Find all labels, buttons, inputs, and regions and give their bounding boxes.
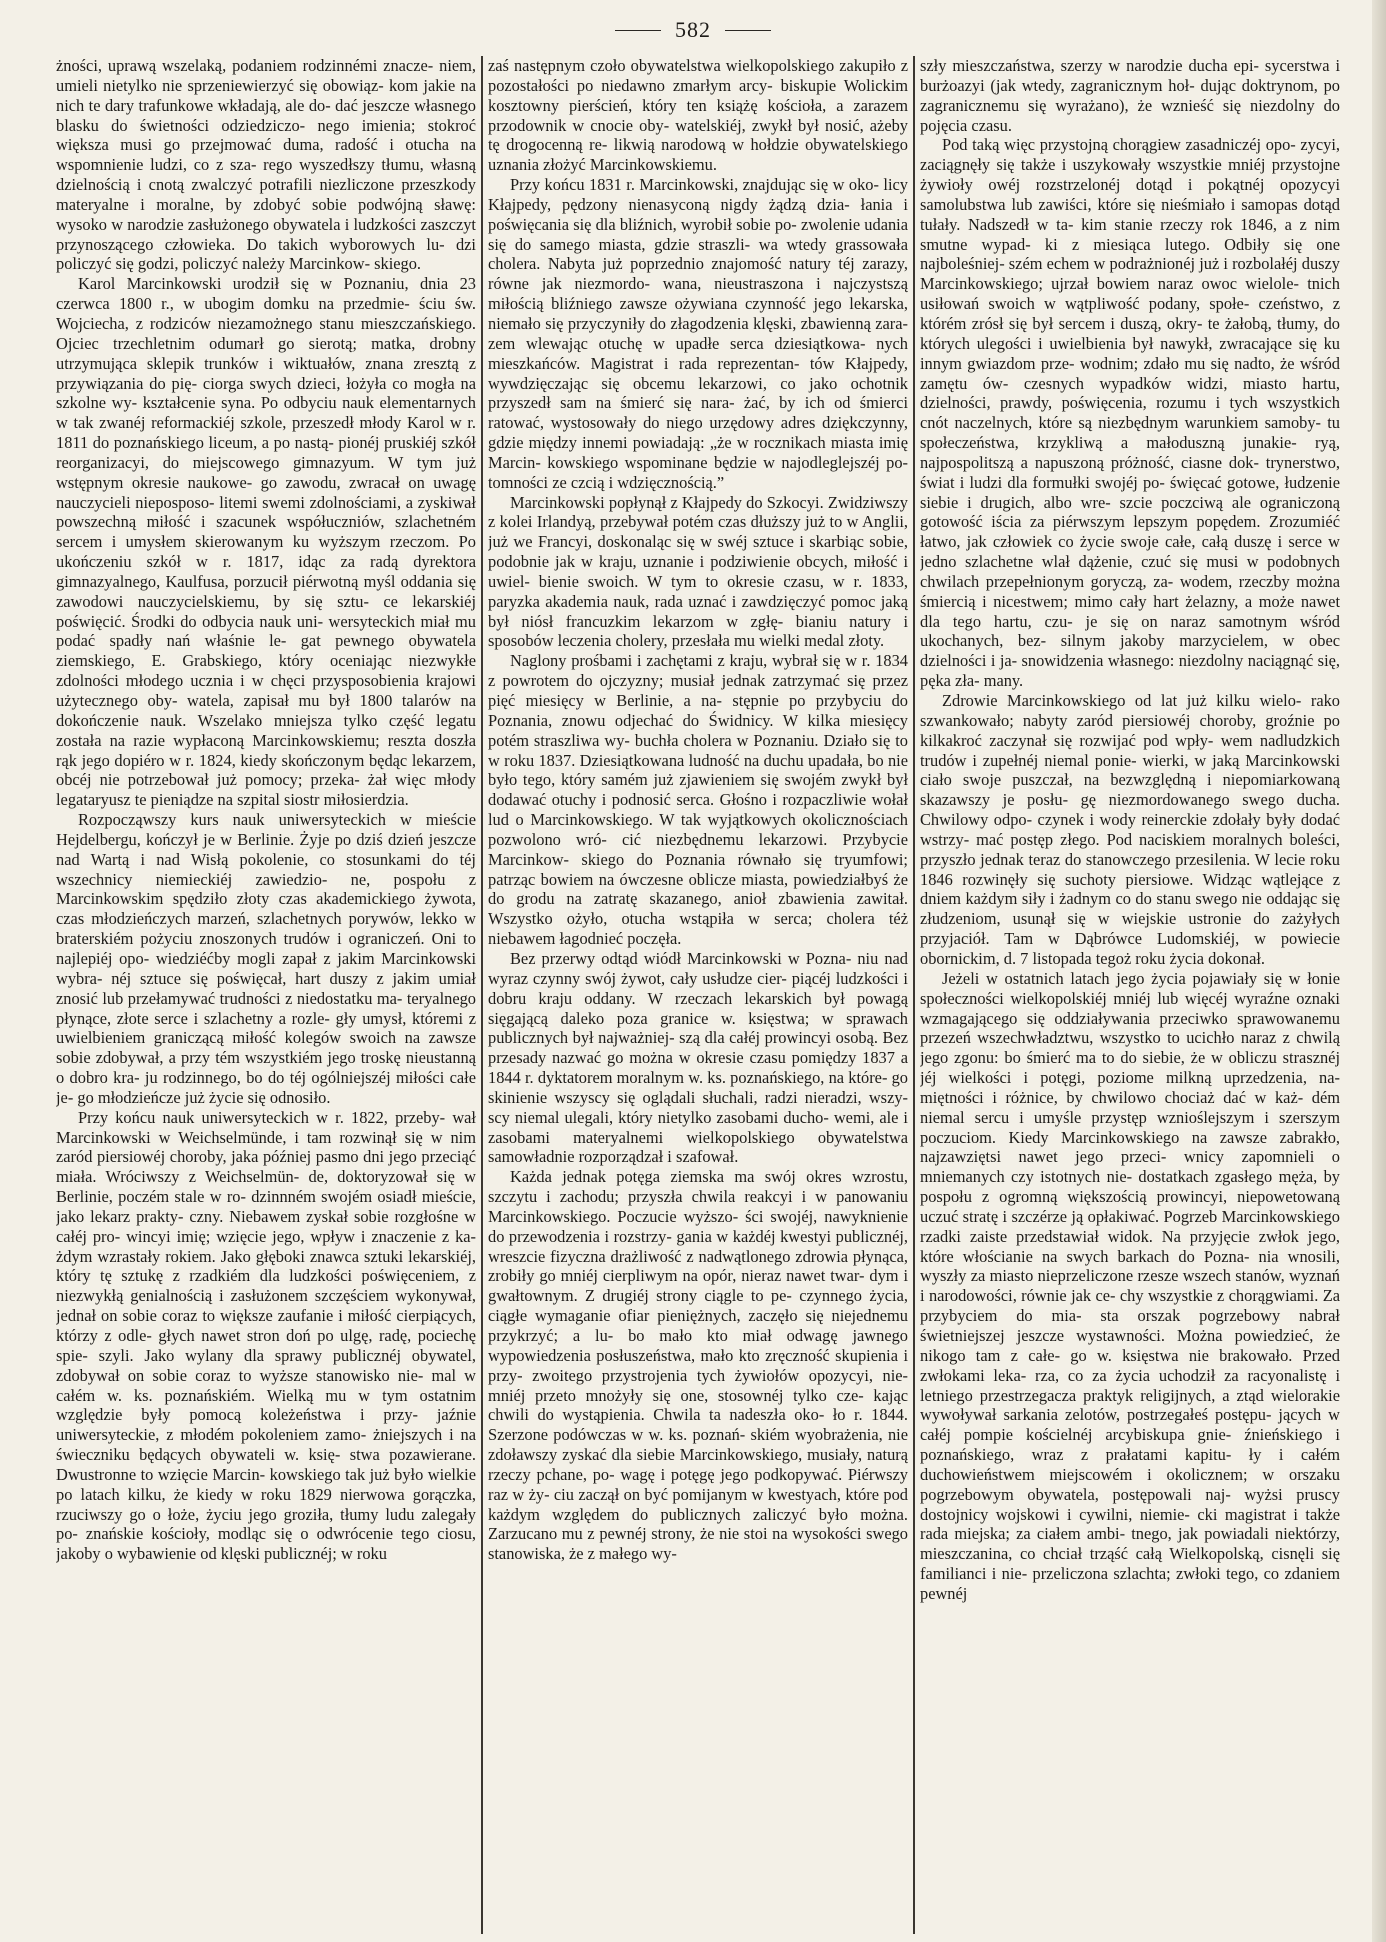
paragraph: Jeżeli w ostatnich latach jego życia pojawiały się w łonie społeczności wielkopolskiéj mniéj lub więcéj wyraźne oznaki wzmagającego się oddziaływania przeciwko sprawowanemu przezeń wszechwładztwu, wszystko to ucichło naraz z chwilą jego zgonu: bo śmierć ma to do siebie, że w obliczu strasznéj jéj wielkości i potęgi, poziome milkną uprzedzenia, na- miętności i różnice, by chwilowo chociaż dać w każ- dém niemal sercu i umyśle przystęp wznioślejszym i szerszym poczuciom. Kiedy Marcinkowskiego na zawsze zabrakło, najzawziętsi nawet jego przeci- wnicy zapomnieli o mniemanych czy istotnych nie- dostatkach zgasłego męża, by pospołu z ogromną większością prowincyi, niepowetowaną uczuć stratę i szczérze ją opłakiwać. Pogrzeb Marcinkowskiego rzadki zaiste przedstawiał widok. Na przyjęcie zwłok jego, które włościanie na swych barkach do Pozna- nia wnosili, wyszły za miasto nieprzeliczone rzesze wszech stanów, wyznań i narodowości, równie jak ce- chy wszystkie z chorągwiami. Za przybyciem do mia- sta orszak pogrzebowy nabrał świetniejszej jeszcze wystawności. Można powiedzieć, że nikogo tam z całe- go w. księstwa nie brakowało. Przed zwłokami leka- rza, co za życia uchodził za racyonalistę i letniego przestrzegacza praktyk religijnych, a ztąd wielorakie wywoływał sarkania zelotów, postrzegałeś postępu- jących w całéj pompie kościelnéj arcybiskupa gnie- źnieńskiego i poznańskiego, wraz z prałatami kapitu- ły i całém duchowieństwem miejscowém i okolicznem; w orszaku pogrzebowym obywatela, postępowali naj- wyżsi pruscy dostojnicy wojskowi i cywilni, niemie- cki magistrat i także rada miejska; za ciałem ambi- tnego, jak powiadali niektórzy, mieszczanina, co chciał trząść całą Wielkopolską, cisnęli się familianci i nie- przeliczona szlachta; zwłoki tego, co zdaniem pewnéj <box>920 968 1340 1603</box>
column-divider <box>913 56 915 1934</box>
page-header <box>0 12 1386 48</box>
column-divider <box>481 56 483 1934</box>
paragraph: Zdrowie Marcinkowskiego od lat już kilku wielo- rako szwankowało; nabyty zaród piersiowéj choroby, groźnie po kilkakroć zaczynał się rozwijać pod wpły- wem nadludzkich trudów i zupełnéj niemal ponie- wierki, w jaką Marcinkowski ciało swoje puszczał, na bezwzględną i niepomiarkowaną skazawszy je posłu- gę niezmordowanego swego ducha. Chwilowy odpo- czynek i wody reinerckie zdołały były dodać wstrzy- mać postęp złego. Pod naciskiem moralnych boleści, przyszło jednak teraz do stanowczego przesilenia. W lecie roku 1846 rozwinęły się suchoty piersiowe. Widząc wątlejące z dniem każdym siły i żadnym co do stanu swego nie oddając się złudzeniom, usunął się w wiejskie ustronie do zażyłych przyjaciół. Tam w Dąbrówce Ludomskiéj, w powiecie obornickim, d. 7 listopada tegoż roku życia dokonał. <box>920 691 1340 968</box>
paragraph: szły mieszczaństwa, szerzy w narodzie ducha epi- sycerstwa i burżoazyi (jak wtedy, zagranicznym hoł- dując doktrynom, po zagranicznemu się wyrażano), że wznieść się niezdolny do pojęcia czasu. <box>920 56 1340 135</box>
paragraph: Bez przerwy odtąd wiódł Marcinkowski w Pozna- niu nad wyraz czynny swój żywot, cały usłudze cier- piącéj ludzkości i dobru kraju oddany. W rzeczach lekarskich był powagą sięgającą daleko poza granice w. księstwa; w sprawach publicznych był najważniej- szą dla całéj prowincyi osobą. Bez przesady nazwać go można w okresie czasu pomiędzy 1837 a 1844 r. dyktatorem moralnym w. ks. poznańskiego, na które- go skinienie wszyscy się oglądali słuchali, radzi nieradzi, wszy- scy niemal ulegali, który nietylko zasobami ducho- wemi, ale i zasobami materyalnemi wielkopolskiego obywatelstwa samowładnie rozporządzał i szafował. <box>488 948 908 1167</box>
column-3 <box>920 56 1340 1934</box>
page-number: 582 <box>675 17 711 42</box>
paragraph: Przy końcu nauk uniwersyteckich w r. 1822, przeby- wał Marcinkowski w Weichselmünde, i tam rozwinął się w nim zaród piersiowéj choroby, jaka później pasmo dni jego przeciąć miała. Wróciwszy z Weichselmün- de, doktoryzował się w Berlinie, poczém stale w ro- dzinnném swojém osiadł mieście, jako lekarz prakty- czny. Niebawem zyskał sobie rozgłośne w całéj pro- wincyi imię; wzięcie jego, wpływ i znaczenie z ka- żdym wzrastały rokiem. Jako głęboki znawca sztuki lekarskiéj, który tę sztukę z rzadkiém dla ludzkości poświęceniem, z niezwykłą genialnością i zasłużonem szczęściem wykonywał, jednał on sobie coraz to większe zaufanie i miłość cierpiących, którzy z odle- głych nawet stron doń po ulgę, radę, pociechę spie- szyli. Jako wylany dla sprawy publicznéj obywatel, zdobywał on sobie coraz to wyższe stanowisko nie- mal w całém w. ks. poznańskiém. Wielką mu w tym ostatnim względzie były pomocą koleżeństwa i przy- jaźnie uniwersyteckie, z młodém pokoleniem zamo- żniejszych i na świeczniku będących obywateli w. księ- stwa pozawierane. Dwustronne to wzięcie Marcin- kowskiego tak już było wielkie po latach kilku, że kiedy w roku 1829 nierwowa gorączka, rzuciwszy go o łoże, życiu jego groziła, tłumy ludu zalegały po- znańskie kościoły, modląc się o odwrócenie tego ciosu, jakoby o wybawienie od klęski publicznéj; w roku <box>56 1107 476 1564</box>
paragraph: zaś następnym czoło obywatelstwa wielkopolskiego zakupiło z pozostałości po niedawno zmarłym arcy- biskupie Wolickim kosztowny pierścień, który ten książę kościoła, a zarazem przodownik w cnocie oby- watelskiéj, zwykł był nosić, ażeby tę drogocenną re- likwią narodową w hołdzie obywatelskiego uznania złożyć Marcinkowskiemu. <box>488 56 908 175</box>
text-columns <box>56 56 1340 1934</box>
paragraph: żności, uprawą wszelaką, podaniem rodzinnémi znacze- niem, umieli nietylko nie sprzeniewierzyć się obowiąz- kom jakie na nich te dary trafunkowe wkładają, ale do- dać jeszcze własnego blasku do świetności odziedziczo- nego imienia; stokroć większa musi go przejmować duma, radość i otucha na wspomnienie ludzi, co z sza- rego wyszedłszy tłumu, własną dzielnością i cnotą zwalczyć potrafili niezliczone przeszkody materyalne i moralne, by zdobyć sobie podwójną sławę: wysoko w narodzie zasłużonego obywatela i ludzkości zaszczyt przynoszącego człowieka. Do takich wyborowych lu- dzi policzyć się godzi, policzyć należy Marcinkow- skiego. <box>56 56 476 274</box>
column-1 <box>56 56 476 1934</box>
paragraph: Przy końcu 1831 r. Marcinkowski, znajdując się w oko- licy Kłajpedy, pędzony nienasyconą nigdy żądzą dzia- łania i poświęcania się dla bliźnich, wyrobił sobie po- zwolenie udania się do samego miasta, gdzie straszli- wa wtedy grassowała cholera. Nabyta już poprzednio znajomość natury téj zarazy, równe jak niezmordo- wana, nieustraszona i najczystszą miłością bliźniego zawsze ożywiana czynność jego lekarska, niemało się przyczyniły do złagodzenia klęski, zbawienną zara- zem wlewając otuchę w upadłe serca dziesiątkowa- nych mieszkańców. Magistrat i rada reprezentan- tów Kłajpedy, wywdzięczając się obcemu lekarzowi, co jako ochotnik przyszedł sam na śmierć się nara- żać, by ich od śmierci ratować, wystosowały do niego urzędowy adres dziękczynny, gdzie między innemi powiadają: „że w rocznikach miasta imię Marcin- kowskiego wspominane będzie w najodleglejszéj po- tomności ze czcią i wdzięcznością.” <box>488 175 908 492</box>
page-edge-shadow <box>1372 0 1386 1942</box>
paragraph: Marcinkowski popłynął z Kłajpedy do Szkocyi. Zwidziwszy z kolei Irlandyą, przebywał potém czas dłuższy już to w Anglii, już we Francyi, doskonaląc się w swéj sztuce i skarbiąc sobie, podobnie jak w kraju, uznanie i podziwienie obcych, miłość i uwiel- bienie swoich. W tym to okresie czasu, w r. 1833, paryzka akademia nauk, rada uznać i zawdzięczyć pomoc jaką był niósł francuzkim lekarzom w zgłę- bianiu natury i sposobów leczenia cholery, przesłała mu wielki medal złoty. <box>488 492 908 651</box>
paragraph: Karol Marcinkowski urodził się w Poznaniu, dnia 23 czerwca 1800 r., w ubogim domku na przedmie- ściu św. Wojciecha, z rodziców niezamożnego stanu mieszczańskiego. Ojciec trzechletnim odumarł go sierotą; matka, drobny utrzymująca sklepik trunków i wiktuałów, znana zresztą z przywiązania do pię- ciorga swych dzieci, łożyła co mogła na szkolne wy- kształcenie syna. Po odbyciu nauk elementarnych w tak zwanéj reformackiéj szkole, przeszedł młody Karol w r. 1811 do poznańskiego liceum, a po nastą- pionéj pruskiéj szkół reorganizacyi, do miejscowego gimnazyum. W tym już wstępnym okresie naukowe- go zawodu, zwracał on uwagę nauczycieli nieposposo- litemi swemi zdolnościami, a zyskiwał powszechną miłość i szacunek współuczniów, szlachetném sercem i umysłem skierowanym ku wyższym rzeczom. Po ukończeniu szkół w r. 1817, idąc za radą dyrektora gimnazyalnego, Kaulfusa, porzucił piérwotną myśl oddania się zawodowi nauczycielskiemu, by się sztu- ce lekarskiéj poświęcić. Środki do odbycia nauk uni- wersyteckich miał mu podać spadły nań właśnie le- gat pewnego obywatela ziemskiego, E. Grabskiego, który oceniając niezwykłe zdolności młodego ucznia i w chęci przysposobienia krajowi użytecznego oby- watela, zapisał mu był 1800 talarów na dokończenie nauk. Wszelako mniejsza tylko część legatu została na razie wypłaconą Marcinkowskiemu; reszta doszła rąk jego dopiéro w r. 1824, kiedy skończonym będąc lekarzem, obcéj nie potrzebował już pomocy; przeka- żał więc młody legataryusz te pieniądze na szpital siostr miłosierdzia. <box>56 274 476 810</box>
header-rule-right <box>725 30 771 31</box>
paragraph: Każda jednak potęga ziemska ma swój okres wzrostu, szczytu i zachodu; przyszła chwila reakcyi i w panowaniu Marcinkowskiego. Poczucie wyższo- ści swojéj, nawyknienie do przewodzenia i rozstrzy- gania w każdéj kwestyi publicznéj, wreszcie fizyczna drażliwość z nadwątlonego zdrowia płynąca, zrobiły go mniéj cierpliwym na opór, nieraz nawet twar- dym i gwałtownym. Z drugiéj strony ciągle to pe- czynnego życia, ciągłe wymaganie ofiar pieniężnych, zaczęło się niejednemu przykrzyć; a lu- bo mało kto miał odwagę jawnego wypowiedzenia posłuszeństwa, mało kto zręczność skupienia i przy- zwoitego przystrojenia tych żywiołów opozycyi, nie- mniéj przeto mnożyły się one, stosownéj tylko cze- kając chwili do wystąpienia. Chwila ta nadeszła oko- ło r. 1844. Szerzone podówczas w w. ks. poznań- skiém wyobrażenia, nie zdoławszy zyskać dla siebie Marcinkowskiego, musiały, naturą rzeczy pchane, po- wagę i potęgę jego podkopywać. Piérwszy raz w ży- ciu zaczął on być pomijanym w kwestyach, które pod każdym względem do publicznych zaliczyć było można. Zarzucano mu z pewnéj strony, że nie stoi na wysokości swego stanowiska, że z małego wy- <box>488 1167 908 1564</box>
column-2 <box>488 56 908 1934</box>
paragraph: Naglony prośbami i zachętami z kraju, wybrał się w r. 1834 z powrotem do ojczyzny; musiał jednak zatrzymać się przez pięć miesięcy w Berlinie, a na- stępnie po przybyciu do Poznania, znowu odjechać do Świdnicy. W kilka miesięcy potém straszliwa wy- buchła cholera w Poznaniu. Działo się to w roku 1837. Dziesiątkowana ludność na duchu upadała, bo nie było tego, który samém już zjawieniem się swojém zwykł był dodawać otuchy i podnosić serca. Głośno i rozpaczliwie wołał lud o Marcinkowskiego. W tak wyjątkowych okolicznościach pozwolono wró- cić niezbędnemu lekarzowi. Przybycie Marcinkow- skiego do Poznania równało się tryumfowi; patrząc bowiem na ówczesne oblicze miasta, powiedziałbyś że do grodu na zatratę skazanego, anioł zbawienia zawitał. Wszystko ożyło, otucha wstąpiła w serca; cholera téż niebawem łagodnieć poczęła. <box>488 651 908 949</box>
paragraph: Rozpocząwszy kurs nauk uniwersyteckich w mieście Hejdelbergu, kończył je w Berlinie. Żyje po dziś dzień jeszcze nad Wartą i nad Wisłą pokolenie, co stosunkami do téj wszechnicy niemieckiéj zawiedzio- ne, pospołu z Marcinkowskim spędziło złoty czas akademickiego żywota, czas młodzieńczych marzeń, szlachetnych porywów, lekko w braterskiém pożyciu znoszonych trudów i ograniczeń. Oni to najlepiéj opo- wiedziéćby mogli zapał z jakim Marcinkowski wybra- néj sztuce się poświęcał, hart duszy z jakim umiał znosić lub przełamywać trudności z niedostatku ma- teryalnego płynące, złote serce i szlachetny a rozle- gły umysł, któremi z uwielbieniem graniczącą miłość kolegów swoich na zawsze sobie zdobywał, a przy tém wszystkiém jego troskę nieustanną o dobro kra- ju rodzinnego, bo do téj ogólniejszéj miłości całe je- go młodzieńcze już życie się odnosiło. <box>56 810 476 1107</box>
paragraph: Pod taką więc przystojną chorągiew zasadniczéj opo- zycyi, zaciągnęły się także i uszykowały wszystkie mniéj przystojne żywioły owéj rozstrzelonéj dotąd i pokątnéj opozycyi samolubstwa lub zawiści, które się nieśmiało i samopas dotąd tułały. Nadszedł w ta- kim stanie rzeczy rok 1846, a z nim smutne wypad- ki z miesiąca lutego. Odbiły się one najboleśniej- szém echem w podrażnionéj już i rozbolałéj duszy Marcinkowskiego; ujrzał bowiem naraz owoc wielole- tnich usiłowań swoich w wątpliwość podany, społe- czeństwo, z którém zrósł się był sercem i duszą, okry- te żałobą, tłumy, do których ulegości i uwielbienia był nawykł, zwracające się ku innym gwiazdom prze- wodnim; zdało mu się nadto, że wśród zamętu ów- czesnych wypadków widzi, miasto hartu, dzielności, prawdy, poświęcenia, rozumu i tych wszystkich cnót naczelnych, które są niezbędnym warunkiem samoby- tu społeczeństwa, krzykliwą a małoduszną junakie- ryą, najpospolitszą a napuszoną próżność, ciasne dok- trynerstwo, świat i ludzi dla formułki swojéj po- święcać gotowe, łudzenie siebie i drugich, albo wre- szcie poczciwą ale ograniczoną gotowość iścia za piérwszym lepszym popędem. Zrozumiéć łatwo, jak człowiek co życie swoje całe, całą duszę i serce w jedno szlachetne wlał dążenie, czuć się musi w podobnych chwilach przepełnionym goryczą, za- wodem, rzeczby można śmiercią i nicestwem; mimo cały hart żelazny, a może nawet dla tego hartu, czu- je się on naraz samotnym wśród ukochanych, bez- silnym jakoby marzycielem, w obec dzielności i ja- snowidzenia własnego: niezdolny naciągnąć się, pęka zła- many. <box>920 135 1340 691</box>
header-rule-left <box>615 30 661 31</box>
